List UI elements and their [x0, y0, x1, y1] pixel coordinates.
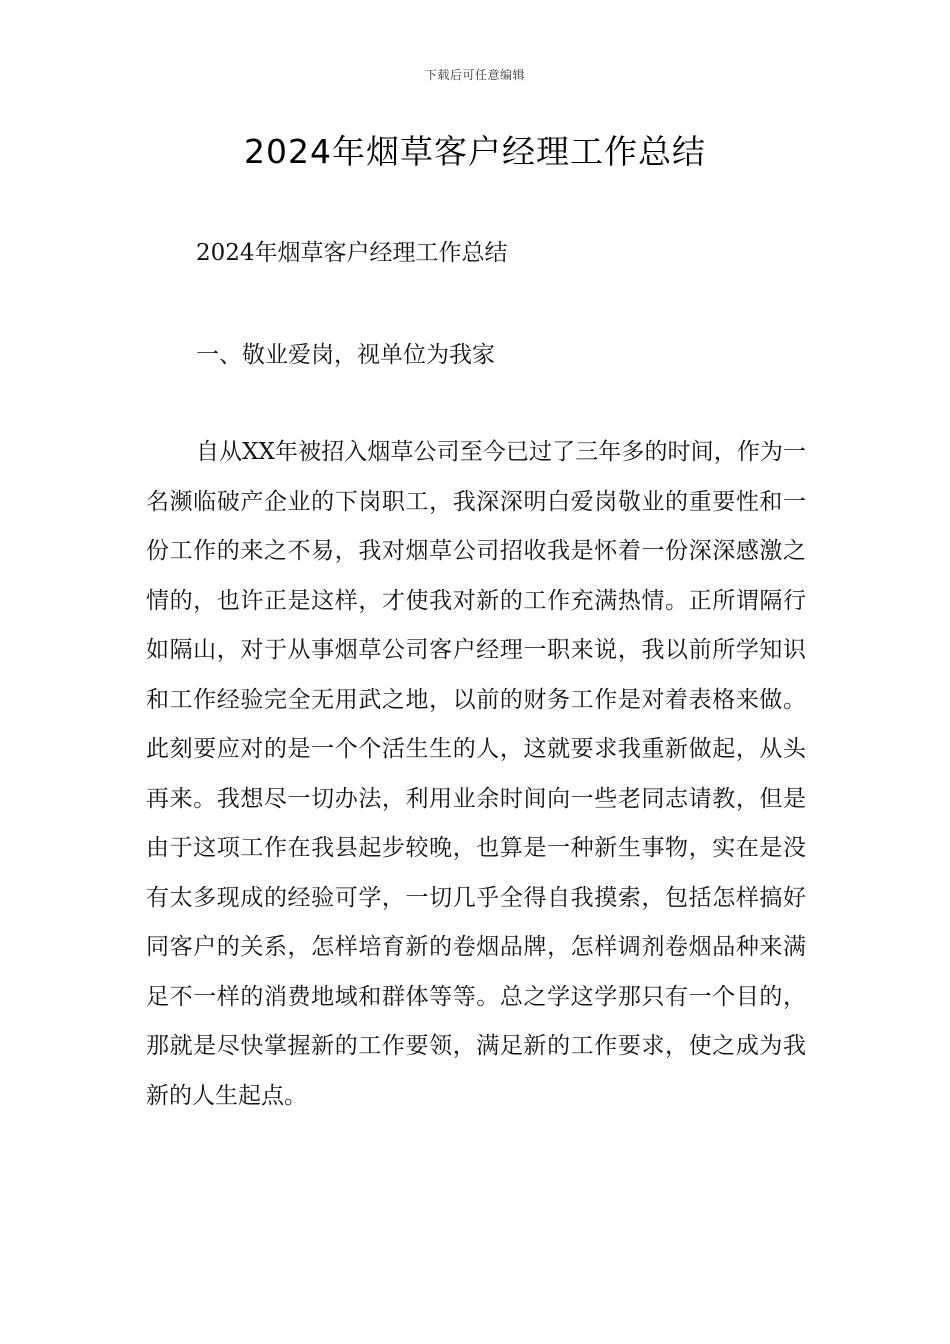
- document-subtitle: 2024年烟草客户经理工作总结: [196, 240, 508, 266]
- header-note: 下载后可任意编辑: [424, 68, 525, 82]
- body-paragraph: 自从XX年被招入烟草公司至今已过了三年多的时间，作为一名濒临破产企业的下岗职工，我深深明白爱岗敬业的重要性和一份工作的来之不易，我对烟草公司招收我是怀着一份深深感激之情的，也许正是这样，才使我对新的工作充满热情。正所谓隔行如隔山，对于从事烟草公司客户经理一职来说，我以前所学知识和工作经验完全无用武之地，以前的财务工作是对着表格来做。此刻要应对的是一个个活生生的人，这就要求我重新做起，从头再来。我想尽一切办法，利用业余时间向一些老同志请教，但是由于这项工作在我县起步较晚，也算是一种新生事物，实在是没有太多现成的经验可学，一切几乎全得自我摸索，包括怎样搞好同客户的关系，怎样培育新的卷烟品牌，怎样调剂卷烟品种来满足不一样的消费地域和群体等等。总之学这学那只有一个目的，那就是尽快掌握新的工作要领，满足新的工作要求，使之成为我新的人生起点。: [146, 439, 806, 1109]
- section-heading: 一、敬业爱岗，视单位为我家: [196, 342, 495, 368]
- document-title: 2024年烟草客户经理工作总结: [244, 132, 706, 171]
